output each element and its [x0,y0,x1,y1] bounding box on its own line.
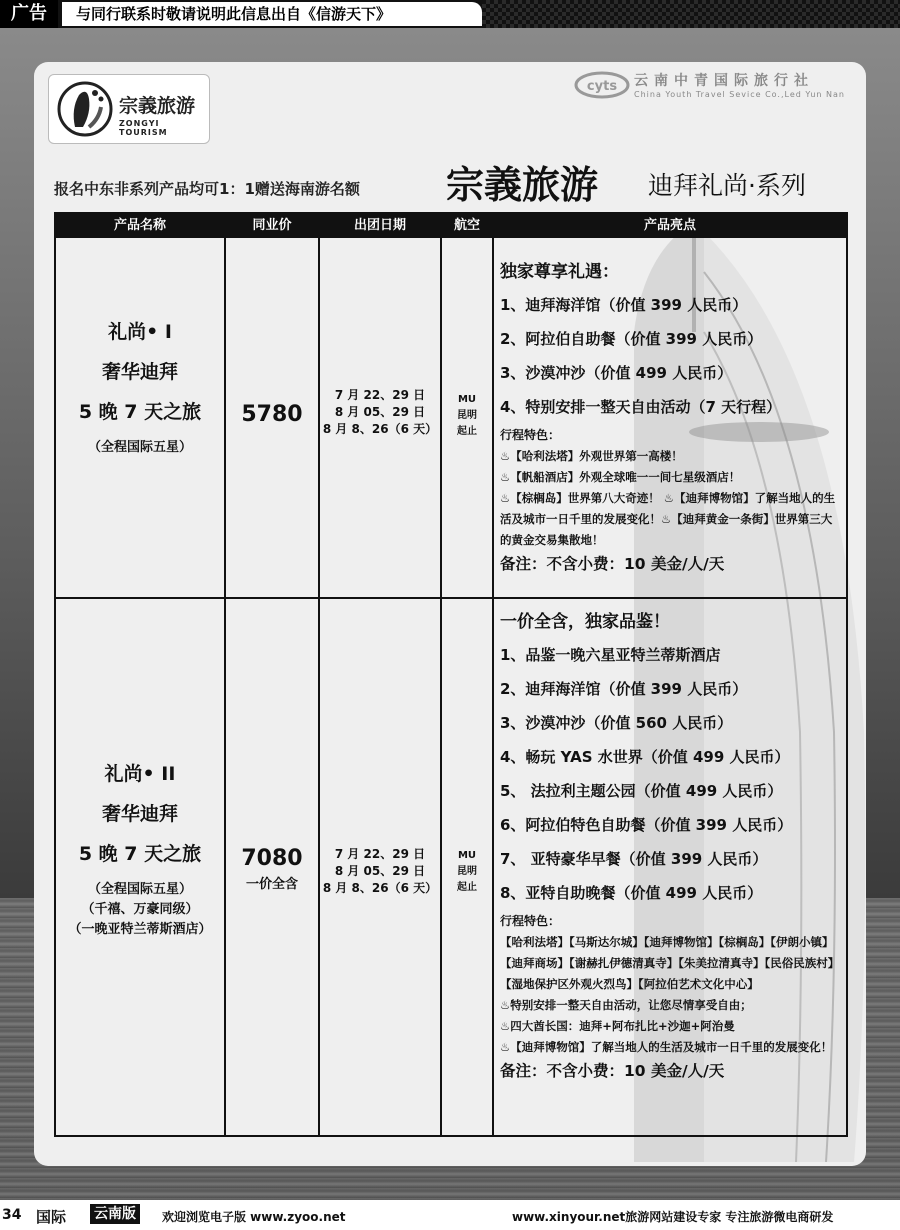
top-banner [0,0,900,28]
footer-ad-link[interactable]: www.xinyour.net旅游网站建设专家 专注旅游微电商研发 [512,1210,834,1224]
row1-price [226,402,318,427]
column-divider [440,238,442,1135]
row1-feature: ♨【帆船酒店】外观全球唯一一间七星级酒店！ [500,470,741,484]
row1-feature-label: 行程特色： [500,428,561,442]
row1-highlight-item: 1、迪拜海洋馆（价值 399 人民币） [500,296,748,314]
column-divider [318,238,320,1135]
row2-name-line: （全程国际五星） [87,882,192,897]
row1-product-name [56,312,224,458]
cyts-logo-icon [574,70,630,100]
row1-air: 昆明 [457,410,477,421]
row-divider [56,597,846,599]
row2-highlight-head: 一价全含，独家品鉴！ [500,612,670,632]
row2-feature: 【哈利法塔】【马斯达尔城】【迪拜博物馆】【棕榈岛】【伊朗小镇】【迪拜商场】【谢赫扎伊德清真寺】【朱美拉清真寺】【民俗民族村】【湿地保护区外观火烈鸟】【阿拉伯艺术文化中心】 [500,935,840,991]
row1-name-line: 5 晚 7 天之旅 [78,401,202,423]
row2-date: 8 月 8、26（6 天） [322,881,438,895]
row2-price-value: 7080 [241,846,303,871]
row2-highlight-item: 4、畅玩 YAS 水世界（价值 499 人民币） [500,748,790,766]
row1-highlights [500,256,840,577]
row1-highlight-item: 2、阿拉伯自助餐（价值 399 人民币） [500,330,763,348]
product-table [54,212,848,1137]
row2-air: MU [457,850,477,861]
row1-name-line: 礼尚• I [108,321,172,343]
row1-highlight-head: 独家尊享礼遇： [500,262,619,282]
row2-name-line: （千禧、万豪同级） [81,902,199,917]
row2-highlight-item: 7、 亚特豪华早餐（价值 399 人民币） [500,850,768,868]
header-airline: 航空 [453,218,480,233]
column-divider [224,238,226,1135]
footprint-logo-icon [55,79,115,139]
row2-highlight-item: 6、阿拉伯特色自助餐（价值 399 人民币） [500,816,793,834]
page-footer [0,1200,900,1230]
header-dates: 出团日期 [353,218,406,233]
row1-date: 8 月 05、29 日 [334,405,426,419]
agency-name-en: China Youth Travel Sevice Co.,Led Yun Nan [634,90,845,99]
table-header [56,214,846,238]
row1-dates [320,387,440,438]
edition-badge: 云南版 [90,1204,140,1224]
row2-price [226,846,318,892]
row1-air: MU [457,394,477,405]
row2-name-line: 奢华迪拜 [101,803,178,825]
row2-highlights [500,606,840,1084]
page-number: 34 [2,1207,22,1223]
row1-price-value: 5780 [241,402,303,427]
row2-highlight-item: 1、品鉴一晚六星亚特兰蒂斯酒店 [500,646,721,664]
section-label: 国际 [36,1208,67,1226]
row2-feature: ♨【迪拜博物馆】了解当地人的生活及城市一日千里的发展变化！ [500,1040,833,1054]
promo-text: 报名中东非系列产品均可1：1赠送海南游名额 [54,180,360,198]
logo-name: 宗義旅游 [119,95,196,117]
row2-feature-label: 行程特色： [500,914,561,928]
row2-date: 8 月 05、29 日 [334,864,426,878]
row2-feature: ♨四大酋长国：迪拜+阿布扎比+沙迦+阿治曼 [500,1019,735,1033]
row2-note: 备注：不含小费：10 美金/人/天 [500,1062,725,1080]
row1-name-line: 奢华迪拜 [101,361,178,383]
row2-highlight-item: 5、 法拉利主题公园（价值 499 人民币） [500,782,783,800]
row2-airline [442,848,492,896]
header-highlights: 产品亮点 [643,218,696,233]
welcome-link[interactable]: 欢迎浏览电子版 www.zyoo.net [162,1210,346,1224]
row1-name-line: （全程国际五星） [87,440,192,455]
row1-highlight-item: 4、特别安排一整天自由活动（7 天行程） [500,398,782,416]
row2-name-line: （一晚亚特兰蒂斯酒店） [68,922,212,937]
checker-pattern [482,0,900,28]
row2-feature: ♨特别安排一整天自由活动，让您尽情享受自由； [500,998,752,1012]
row2-highlight-item: 2、迪拜海洋馆（价值 399 人民币） [500,680,748,698]
zongyi-logo [48,74,210,144]
row1-highlight-item: 3、沙漠冲沙（价值 499 人民币） [500,364,733,382]
row1-air: 起止 [457,426,477,437]
row2-highlight-item: 3、沙漠冲沙（价值 560 人民币） [500,714,733,732]
row2-air: 昆明 [457,866,477,877]
row2-price-note: 一价全含 [245,877,298,892]
header-price: 同业价 [252,218,292,233]
row2-name-line: 礼尚• II [104,763,176,785]
agency-name-cn: 云南中青国际旅行社 [634,73,814,89]
header-product-name: 产品名称 [113,218,166,233]
row1-note: 备注：不含小费：10 美金/人/天 [500,555,725,573]
brand-title: 宗義旅游 [446,162,599,207]
row2-product-name [56,754,224,940]
row1-date: 7 月 22、29 日 [334,388,426,402]
row1-feature: ♨【棕榈岛】世界第八大奇迹！ ♨【迪拜博物馆】了解当地人的生活及城市一日千里的发展变化！♨【迪拜黄金一条街】世界第三大的黄金交易集散地！ [500,491,836,547]
ad-card [34,62,866,1166]
source-notice: 与同行联系时敬请说明此信息出自《信游天下》 [62,2,482,26]
column-divider [492,238,494,1135]
row2-dates [320,846,440,897]
logo-subtitle: ZONGYI TOURISM [119,119,168,137]
cyts-logo-text: cyts [586,79,618,94]
ad-tag: 广告 [0,0,58,28]
row2-highlight-item: 8、亚特自助晚餐（价值 499 人民币） [500,884,763,902]
row1-feature: ♨【哈利法塔】外观世界第一高楼！ [500,449,683,463]
series-title: 迪拜礼尚·系列 [648,171,806,200]
row2-date: 7 月 22、29 日 [334,847,426,861]
row1-airline [442,392,492,440]
row2-air: 起止 [457,882,477,893]
row1-date: 8 月 8、26（6 天） [322,422,438,436]
row2-name-line: 5 晚 7 天之旅 [78,843,202,865]
